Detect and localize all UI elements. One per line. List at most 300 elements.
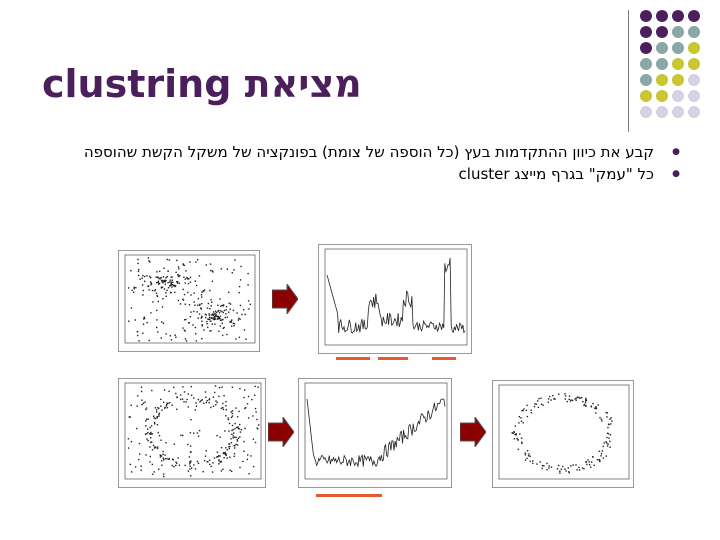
scatter-point <box>570 399 571 400</box>
scatter-point <box>149 461 150 462</box>
scatter-point <box>230 438 231 439</box>
scatter-point <box>182 299 183 300</box>
scatter-point <box>209 330 210 331</box>
scatter-point <box>169 281 170 282</box>
scatter-point <box>196 311 197 312</box>
scatter-point <box>198 463 199 464</box>
right-arrow-icon <box>268 417 294 451</box>
scatter-point <box>224 310 225 311</box>
scatter-point <box>219 298 220 299</box>
scatter-point <box>585 402 586 403</box>
scatter-point <box>155 289 156 290</box>
scatter-point <box>171 405 172 406</box>
scatter-point <box>523 422 524 423</box>
scatter-point <box>208 313 209 314</box>
scatter-point <box>207 308 208 309</box>
decor-dot <box>656 90 668 102</box>
scatter-point <box>148 257 149 258</box>
scatter-point <box>206 402 207 403</box>
scatter-point <box>232 425 233 426</box>
scatter-point <box>138 459 139 460</box>
scatter-point <box>212 324 213 325</box>
scatter-point <box>213 397 214 398</box>
scatter-point <box>162 282 163 283</box>
decor-dot <box>688 106 700 118</box>
scatter-point <box>255 411 256 412</box>
scatter-point <box>217 319 218 320</box>
scatter-point <box>154 422 155 423</box>
scatter-point <box>141 387 142 388</box>
scatter-point <box>220 316 221 317</box>
scatter-point <box>195 402 196 403</box>
scatter-point <box>215 400 216 401</box>
scatter-point <box>606 437 607 438</box>
scatter-point <box>233 325 234 326</box>
scatter-point <box>185 465 186 466</box>
scatter-point <box>211 466 212 467</box>
scatter-point <box>203 471 204 472</box>
scatter-point <box>238 318 239 319</box>
scatter-point <box>157 296 158 297</box>
scatter-point <box>175 272 176 273</box>
scatter-point <box>603 446 604 447</box>
scatter-point <box>244 428 245 429</box>
scatter-point <box>232 410 233 411</box>
scatter-point <box>232 413 233 414</box>
scatter-point <box>530 456 531 457</box>
scatter-point <box>598 404 599 405</box>
scatter-point <box>138 340 139 341</box>
scatter-point <box>557 468 558 469</box>
scatter-point <box>543 465 544 466</box>
scatter-point <box>182 289 183 290</box>
scatter-point <box>233 437 234 438</box>
scatter-point <box>590 467 591 468</box>
scatter-point <box>575 464 576 465</box>
scatter-point <box>160 406 161 407</box>
scatter-point <box>581 397 582 398</box>
scatter-point <box>188 470 189 471</box>
scatter-point <box>568 467 569 468</box>
line-plot-one-valley <box>298 378 452 488</box>
scatter-point <box>223 409 224 410</box>
scatter-point <box>193 464 194 465</box>
scatter-point <box>161 465 162 466</box>
scatter-point <box>240 279 241 280</box>
scatter-point <box>133 287 134 288</box>
scatter-point <box>572 400 573 401</box>
scatter-point <box>185 338 186 339</box>
scatter-point <box>142 284 143 285</box>
scatter-point <box>162 298 163 299</box>
decor-dot <box>640 26 652 38</box>
scatter-point <box>243 441 244 442</box>
scatter-point <box>245 339 246 340</box>
scatter-point <box>550 399 551 400</box>
scatter-point <box>257 386 258 387</box>
scatter-point <box>536 463 537 464</box>
scatter-point <box>155 418 156 419</box>
scatter-point <box>214 316 215 317</box>
scatter-point <box>199 313 200 314</box>
plot-frame <box>305 383 447 479</box>
scatter-point <box>206 321 207 322</box>
scatter-point <box>222 305 223 306</box>
scatter-point <box>226 309 227 310</box>
scatter-point <box>210 299 211 300</box>
scatter-point <box>528 455 529 456</box>
scatter-point <box>220 306 221 307</box>
scatter-point <box>191 386 192 387</box>
scatter-point <box>150 312 151 313</box>
scatter-point <box>256 419 257 420</box>
scatter-point <box>521 443 522 444</box>
scatter-point <box>190 432 191 433</box>
scatter-point <box>240 305 241 306</box>
scatter-point <box>199 275 200 276</box>
scatter-point <box>237 444 238 445</box>
scatter-point <box>211 317 212 318</box>
scatter-point <box>184 330 185 331</box>
scatter-point <box>527 450 528 451</box>
scatter-point <box>239 467 240 468</box>
scatter-point <box>172 282 173 283</box>
scatter-point <box>180 399 181 400</box>
scatter-point <box>228 292 229 293</box>
scatter-point <box>248 396 249 397</box>
scatter-point <box>515 425 516 426</box>
scatter-point <box>521 421 522 422</box>
bullet-list <box>62 142 682 186</box>
scatter-point <box>154 471 155 472</box>
scatter-point <box>532 460 533 461</box>
scatter-point <box>180 303 181 304</box>
scatter-point <box>209 319 210 320</box>
scatter-point <box>190 281 191 282</box>
scatter-point <box>211 305 212 306</box>
scatter-point <box>222 319 223 320</box>
scatter-point <box>242 461 243 462</box>
scatter-point <box>526 458 527 459</box>
scatter-point <box>166 458 167 459</box>
bullet-item: ● קבע את כיוון ההתקדמות בעץ (כל הוספה של צומת) בפונקציה של משקל הקשת שהוספה <box>62 142 682 162</box>
scatter-point <box>221 447 222 448</box>
scatter-point <box>193 432 194 433</box>
title-divider <box>628 10 629 132</box>
scatter-point <box>163 276 164 277</box>
scatter-point <box>525 453 526 454</box>
scatter-point <box>178 268 179 269</box>
scatter-point <box>212 281 213 282</box>
series-line <box>327 258 465 333</box>
scatter-point <box>525 454 526 455</box>
scatter-point <box>247 403 248 404</box>
scatter-point <box>189 466 190 467</box>
scatter-point <box>209 308 210 309</box>
scatter-point <box>173 466 174 467</box>
scatter-point <box>231 471 232 472</box>
scatter-point <box>175 393 176 394</box>
scatter-point <box>519 433 520 434</box>
scatter-point <box>570 465 571 466</box>
scatter-point <box>187 444 188 445</box>
scatter-point <box>167 259 168 260</box>
scatter-point <box>152 449 153 450</box>
scatter-point <box>150 456 151 457</box>
scatter-point <box>163 473 164 474</box>
scatter-point <box>221 461 222 462</box>
scatter-point <box>195 409 196 410</box>
scatter-point <box>139 453 140 454</box>
scatter-point <box>215 311 216 312</box>
scatter-point <box>576 397 577 398</box>
scatter-point <box>537 400 538 401</box>
decor-dot <box>688 58 700 70</box>
scatter-point <box>512 432 513 433</box>
scatter-point <box>586 464 587 465</box>
scatter-point <box>608 424 609 425</box>
scatter-point <box>203 329 204 330</box>
scatter-point <box>196 285 197 286</box>
scatter-point <box>591 406 592 407</box>
scatter-point <box>218 459 219 460</box>
scatter-point <box>177 282 178 283</box>
scatter-point <box>165 458 166 459</box>
scatter-point <box>241 429 242 430</box>
scatter-point <box>558 465 559 466</box>
scatter-point <box>601 420 602 421</box>
scatter-point <box>157 277 158 278</box>
scatter-point <box>233 429 234 430</box>
scatter-point <box>210 321 211 322</box>
scatter-point <box>146 322 147 323</box>
scatter-point <box>238 411 239 412</box>
scatter-point <box>541 404 542 405</box>
scatter-point <box>196 406 197 407</box>
scatter-point <box>214 324 215 325</box>
scatter-point <box>145 420 146 421</box>
scatter-point <box>255 408 256 409</box>
right-arrow-icon <box>272 284 298 318</box>
scatter-point <box>596 408 597 409</box>
scatter-point <box>190 419 191 420</box>
scatter-point <box>214 392 215 393</box>
scatter-point <box>243 309 244 310</box>
scatter-point <box>235 437 236 438</box>
scatter-point <box>220 310 221 311</box>
scatter-point <box>602 450 603 451</box>
scatter-point <box>244 389 245 390</box>
slide-title: clustring מציאת <box>42 62 362 106</box>
scatter-point <box>608 438 609 439</box>
scatter-point <box>188 322 189 323</box>
scatter-point <box>217 305 218 306</box>
scatter-point <box>170 285 171 286</box>
scatter-point <box>137 259 138 260</box>
scatter-point <box>166 290 167 291</box>
scatter-point <box>221 408 222 409</box>
scatter-point <box>156 282 157 283</box>
scatter-point <box>182 435 183 436</box>
scatter-point <box>247 284 248 285</box>
scatter-point <box>228 312 229 313</box>
scatter-point <box>534 406 535 407</box>
scatter-point <box>141 391 142 392</box>
scatter-point <box>599 451 600 452</box>
scatter-point <box>238 438 239 439</box>
scatter-point <box>223 395 224 396</box>
scatter-point <box>185 278 186 279</box>
scatter-plot-ring <box>118 378 266 488</box>
scatter-point <box>202 399 203 400</box>
scatter-point <box>213 311 214 312</box>
decor-dot <box>640 90 652 102</box>
scatter-point <box>230 303 231 304</box>
scatter-point <box>143 290 144 291</box>
scatter-point <box>158 416 159 417</box>
scatter-point <box>225 313 226 314</box>
scatter-point <box>138 275 139 276</box>
scatter-point <box>173 387 174 388</box>
scatter-point <box>221 387 222 388</box>
scatter-plot-ring-result-svg <box>493 381 633 487</box>
scatter-point <box>226 334 227 335</box>
scatter-point <box>211 302 212 303</box>
scatter-point <box>218 331 219 332</box>
scatter-point <box>225 401 226 402</box>
scatter-point <box>135 319 136 320</box>
scatter-point <box>135 287 136 288</box>
scatter-point <box>230 309 231 310</box>
scatter-point <box>207 319 208 320</box>
scatter-point <box>154 447 155 448</box>
scatter-point <box>597 459 598 460</box>
scatter-point <box>238 319 239 320</box>
scatter-point <box>548 398 549 399</box>
scatter-point <box>565 398 566 399</box>
scatter-point <box>241 314 242 315</box>
scatter-point <box>165 280 166 281</box>
scatter-point <box>206 264 207 265</box>
scatter-point <box>239 436 240 437</box>
scatter-point <box>190 316 191 317</box>
scatter-point <box>174 292 175 293</box>
scatter-point <box>225 317 226 318</box>
scatter-point <box>253 439 254 440</box>
scatter-point <box>239 337 240 338</box>
scatter-point <box>239 286 240 287</box>
scatter-point <box>211 314 212 315</box>
scatter-point <box>192 324 193 325</box>
scatter-point <box>148 440 149 441</box>
scatter-point <box>163 476 164 477</box>
scatter-point <box>569 396 570 397</box>
scatter-point <box>175 335 176 336</box>
scatter-point <box>237 426 238 427</box>
scatter-point <box>167 276 168 277</box>
plot-frame <box>125 255 255 343</box>
scatter-point <box>234 428 235 429</box>
scatter-point <box>217 452 218 453</box>
scatter-point <box>574 398 575 399</box>
scatter-point <box>578 467 579 468</box>
scatter-point <box>608 433 609 434</box>
scatter-point <box>229 448 230 449</box>
decor-dot <box>656 74 668 86</box>
scatter-point <box>170 292 171 293</box>
scatter-point <box>148 418 149 419</box>
scatter-point <box>605 441 606 442</box>
scatter-point <box>542 468 543 469</box>
scatter-point <box>599 461 600 462</box>
scatter-point <box>229 303 230 304</box>
scatter-point <box>229 457 230 458</box>
scatter-point <box>131 405 132 406</box>
scatter-point <box>233 432 234 433</box>
scatter-point <box>185 319 186 320</box>
scatter-point <box>220 325 221 326</box>
scatter-point <box>247 459 248 460</box>
scatter-point <box>185 282 186 283</box>
decor-dot <box>640 58 652 70</box>
scatter-point <box>143 324 144 325</box>
decor-dot <box>656 58 668 70</box>
scatter-point <box>215 385 216 386</box>
scatter-point <box>551 466 552 467</box>
scatter-point <box>542 405 543 406</box>
scatter-point <box>195 333 196 334</box>
scatter-point <box>193 301 194 302</box>
scatter-point <box>600 455 601 456</box>
scatter-point <box>223 327 224 328</box>
scatter-point <box>585 461 586 462</box>
scatter-point <box>592 456 593 457</box>
scatter-point <box>145 409 146 410</box>
plot-frame <box>499 385 629 479</box>
scatter-point <box>607 445 608 446</box>
scatter-point <box>538 407 539 408</box>
scatter-point <box>559 471 560 472</box>
scatter-point <box>609 447 610 448</box>
scatter-point <box>609 419 610 420</box>
scatter-point <box>136 405 137 406</box>
scatter-point <box>179 465 180 466</box>
scatter-point <box>183 264 184 265</box>
scatter-point <box>159 271 160 272</box>
scatter-point <box>160 455 161 456</box>
scatter-point <box>131 307 132 308</box>
scatter-point <box>163 459 164 460</box>
scatter-point <box>209 290 210 291</box>
scatter-point <box>239 292 240 293</box>
series-line <box>307 399 445 467</box>
scatter-point <box>231 434 232 435</box>
scatter-point <box>517 439 518 440</box>
scatter-point <box>161 460 162 461</box>
scatter-point <box>198 436 199 437</box>
scatter-point <box>161 321 162 322</box>
scatter-point <box>223 453 224 454</box>
scatter-point <box>157 416 158 417</box>
scatter-point <box>165 277 166 278</box>
scatter-point <box>158 282 159 283</box>
scatter-point <box>186 399 187 400</box>
scatter-point <box>536 404 537 405</box>
scatter-point <box>171 286 172 287</box>
scatter-point <box>232 415 233 416</box>
scatter-point <box>254 395 255 396</box>
scatter-point <box>235 407 236 408</box>
